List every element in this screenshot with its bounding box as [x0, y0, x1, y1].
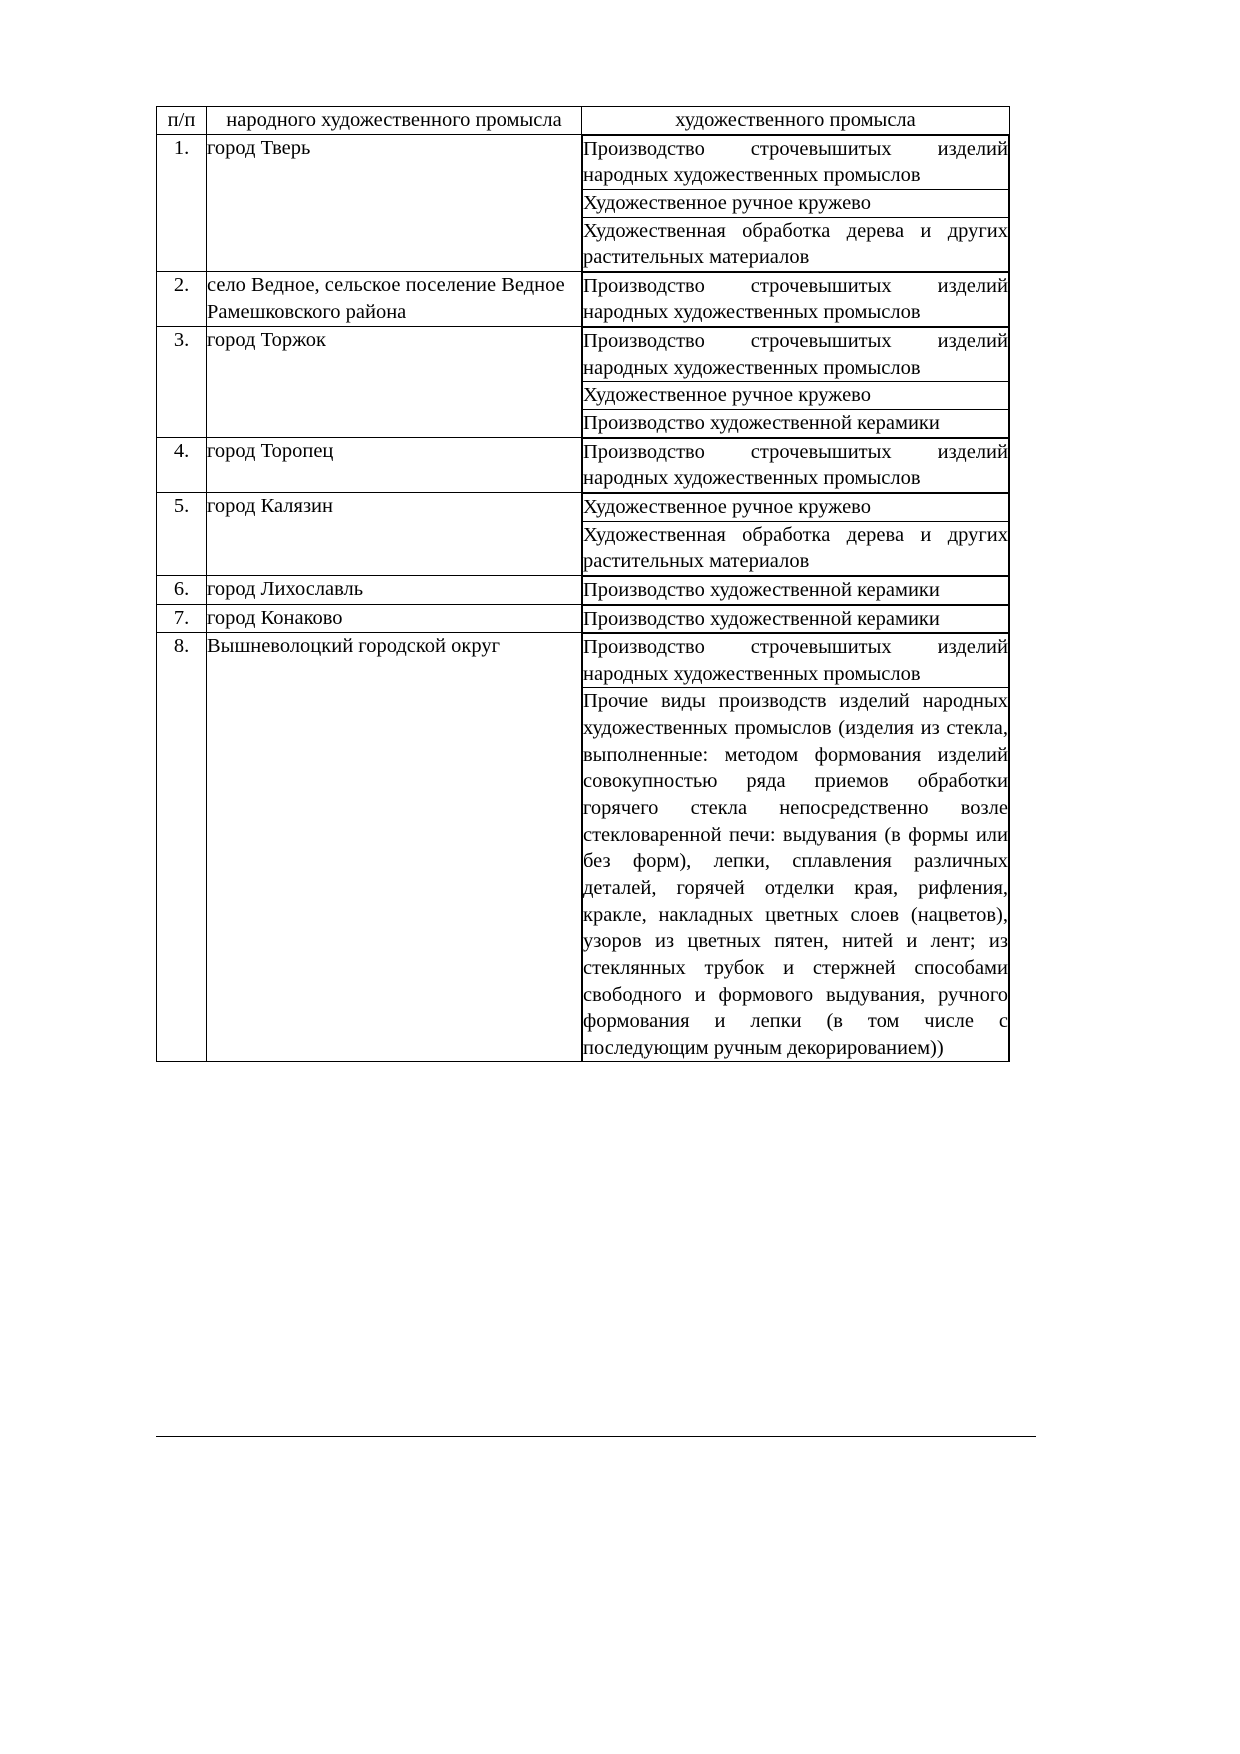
craft-item: Художественная обработка дерева и других растительных материалов: [583, 217, 1009, 271]
row-place: город Конаково: [207, 604, 582, 633]
row-place: город Торопец: [207, 437, 582, 492]
row-number: 7.: [157, 604, 207, 633]
craft-item-long: Прочие виды производств изделий народных художественных промыслов (изделия из стекла, выполненные: методом формования изделий совокупностью ряда приемов обработки горячего стекла непосредственно возле стекловаренной печи: выдувания (в формы или без форм), лепки, сплавления различных деталей, горячей отделки края, рифления, кракле, накладных цветных слоев (нацветов), узоров из цветных пятен, нитей и лент; из стеклянных трубок и стержней способами свободного и формового выдувания, ручного формования и лепки (в том числе с последующим ручным декорированием)): [583, 688, 1009, 1061]
craft-sublist: [582, 438, 1009, 492]
craft-item: Производство строчевышитых изделий народных художественных промыслов: [583, 438, 1009, 492]
craft-sublist: [582, 576, 1009, 604]
table-row: [157, 134, 1010, 271]
row-number: 4.: [157, 437, 207, 492]
row-crafts: [582, 437, 1010, 492]
craft-subrow: [583, 328, 1009, 382]
craft-item: Художественное ручное кружево: [583, 382, 1009, 410]
row-number: 1.: [157, 134, 207, 271]
craft-sublist: [582, 493, 1009, 575]
craft-subrow: [583, 438, 1009, 492]
craft-item: Производство строчевышитых изделий народных художественных промыслов: [583, 135, 1009, 189]
row-crafts: [582, 327, 1010, 438]
craft-subrow: [583, 272, 1009, 326]
craft-item: Художественное ручное кружево: [583, 189, 1009, 217]
row-place: Вышневолоцкий городской округ: [207, 633, 582, 1062]
row-number: 5.: [157, 492, 207, 575]
row-place: город Торжок: [207, 327, 582, 438]
table-row: [157, 437, 1010, 492]
craft-item: Художественное ручное кружево: [583, 493, 1009, 521]
craft-subrow: [583, 189, 1009, 217]
table-row: [157, 575, 1010, 604]
craft-table: [156, 106, 1010, 1062]
row-crafts: [582, 271, 1010, 326]
craft-subrow: [583, 521, 1009, 575]
row-number: 3.: [157, 327, 207, 438]
table-row: [157, 271, 1010, 326]
craft-sublist: [582, 272, 1009, 326]
craft-item: Производство художественной керамики: [583, 576, 1009, 603]
craft-item: Производство художественной керамики: [583, 605, 1009, 632]
row-number: 8.: [157, 633, 207, 1062]
table-row: [157, 633, 1010, 1062]
row-crafts: [582, 575, 1010, 604]
row-place: город Калязин: [207, 492, 582, 575]
footer-divider: [156, 1436, 1036, 1437]
craft-table-container: [156, 106, 1009, 1062]
table-row: [157, 604, 1010, 633]
craft-sublist: [582, 327, 1009, 437]
row-crafts: [582, 134, 1010, 271]
header-cell-craft: художественного промысла: [582, 107, 1010, 135]
header-cell-place: народного художественного промысла: [207, 107, 582, 135]
table-row: [157, 327, 1010, 438]
row-place: село Ведное, сельское поселение Ведное Рамешковского района: [207, 271, 582, 326]
row-number: 6.: [157, 575, 207, 604]
row-crafts: [582, 633, 1010, 1062]
craft-item: Производство строчевышитых изделий народных художественных промыслов: [583, 328, 1009, 382]
craft-item: Производство строчевышитых изделий народных художественных промыслов: [583, 272, 1009, 326]
craft-item: Производство строчевышитых изделий народных художественных промыслов: [583, 634, 1009, 688]
craft-subrow: [583, 576, 1009, 603]
craft-sublist: [582, 605, 1009, 633]
craft-item: Художественная обработка дерева и других растительных материалов: [583, 521, 1009, 575]
row-crafts: [582, 492, 1010, 575]
row-place: город Тверь: [207, 134, 582, 271]
row-number: 2.: [157, 271, 207, 326]
row-crafts: [582, 604, 1010, 633]
craft-subrow: [583, 382, 1009, 410]
table-header-row: [157, 107, 1010, 135]
craft-subrow: [583, 410, 1009, 437]
craft-sublist: [582, 135, 1009, 271]
craft-subrow: [583, 493, 1009, 521]
header-cell-num: п/п: [157, 107, 207, 135]
craft-subrow: [583, 688, 1009, 1061]
craft-subrow: [583, 605, 1009, 632]
craft-item: Производство художественной керамики: [583, 410, 1009, 437]
table-row: [157, 492, 1010, 575]
craft-sublist: [582, 633, 1009, 1061]
row-place: город Лихославль: [207, 575, 582, 604]
craft-subrow: [583, 217, 1009, 271]
craft-subrow: [583, 634, 1009, 688]
craft-subrow: [583, 135, 1009, 189]
